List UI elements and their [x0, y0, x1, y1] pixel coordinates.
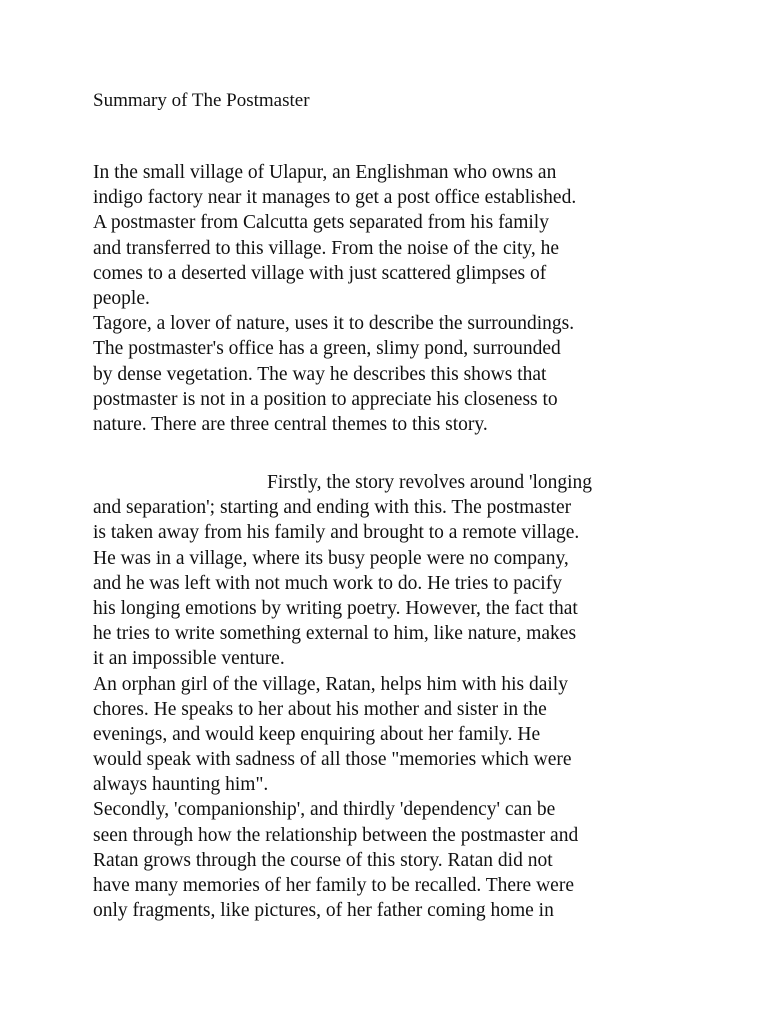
- text-line: would speak with sadness of all those "memories which were: [93, 749, 572, 771]
- text-line: and separation'; starting and ending with this. The postmaster: [93, 497, 572, 519]
- text-line: and transferred to this village. From the noise of the city, he: [93, 237, 560, 259]
- text-line: always haunting him".: [93, 774, 269, 796]
- text-line: Firstly, the story revolves around 'longing: [267, 472, 593, 493]
- text-line: it an impossible venture.: [93, 648, 285, 670]
- text-line: Ratan grows through the course of this story. Ratan did not: [93, 849, 553, 871]
- text-line: and he was left with not much work to do. He tries to pacify: [93, 572, 562, 594]
- text-line: In the small village of Ulapur, an Englishman who owns an: [93, 162, 557, 183]
- text-line: evenings, and would keep enquiring about her family. He: [93, 723, 541, 745]
- text-line: postmaster is not in a position to appreciate his closeness to: [93, 388, 558, 410]
- text-line: only fragments, like pictures, of her father coming home in: [93, 900, 554, 922]
- text-line: The postmaster's office has a green, slimy pond, surrounded: [93, 338, 561, 360]
- text-line: chores. He speaks to her about his mother and sister in the: [93, 698, 547, 720]
- text-line: seen through how the relationship between the postmaster and: [93, 824, 579, 846]
- text-line: people.: [93, 287, 150, 309]
- text-line: comes to a deserted village with just scattered glimpses of: [93, 262, 547, 284]
- paragraph-themes: [93, 470, 592, 923]
- text-line: his longing emotions by writing poetry. However, the fact that: [93, 597, 578, 619]
- text-line: An orphan girl of the village, Ratan, helps him with his daily: [93, 673, 568, 695]
- text-line: Secondly, 'companionship', and thirdly 'dependency' can be: [93, 799, 556, 821]
- text-line: A postmaster from Calcutta gets separated from his family: [93, 212, 549, 234]
- text-line: is taken away from his family and brought to a remote village.: [93, 522, 580, 544]
- text-line: have many memories of her family to be recalled. There were: [93, 875, 574, 896]
- text-line: he tries to write something external to him, like nature, makes: [93, 623, 577, 645]
- text-line: nature. There are three central themes to this story.: [93, 413, 488, 435]
- document-title: Summary of The Postmaster: [93, 90, 310, 111]
- text-line: indigo factory near it manages to get a post office established.: [93, 187, 577, 209]
- text-line: He was in a village, where its busy people were no company,: [93, 547, 569, 569]
- paragraph-intro: [93, 160, 576, 437]
- text-line: Tagore, a lover of nature, uses it to describe the surroundings.: [93, 313, 575, 335]
- text-line: by dense vegetation. The way he describes this shows that: [93, 363, 547, 385]
